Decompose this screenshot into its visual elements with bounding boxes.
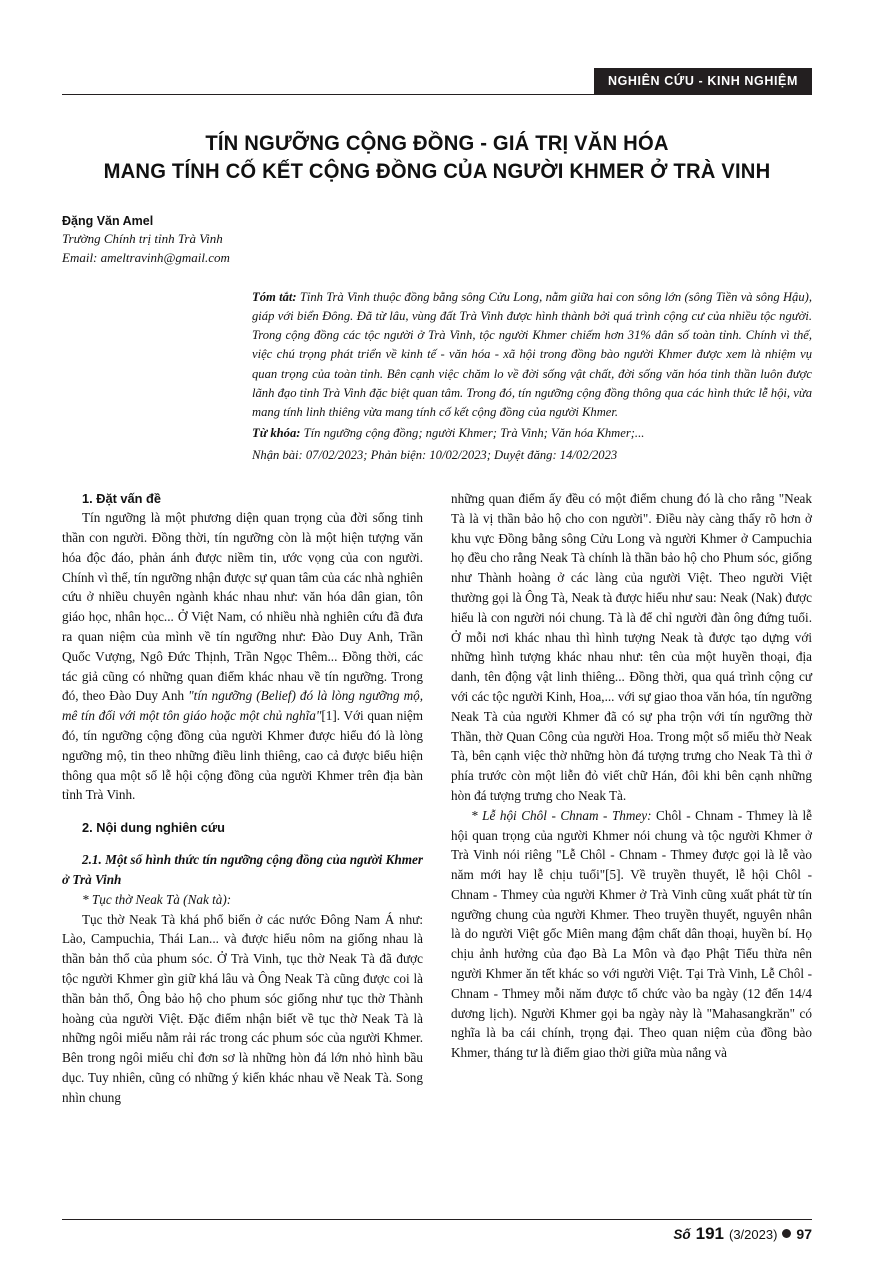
left-p1-part2: [1]. Với quan niệm đó, tín ngưỡng cộng đồng của người Khmer được hiểu đó là lòng ngưỡng mộ, tin theo những điều linh thiêng, cao cả được biểu hiện thông qua một số lễ hội cộng đồng của người Khmer trên địa bàn tỉnh Trà Vinh. [62,708,423,803]
header-divider [62,94,812,95]
section-badge: NGHIÊN CỨU - KINH NGHIỆM [594,68,812,94]
subheading-text: * Tục thờ Neak Tà (Nak tà): [82,891,232,907]
subheading-tuc-tho-neak-ta [62,890,423,910]
page-number: 97 [796,1226,812,1242]
right-paragraph-1: những quan điểm ấy đều có một điểm chung đó là cho rằng "Neak Tà là vị thần bảo hộ cho con người". Điều này càng thấy rõ hơn ở khu vực Đồng bằng sông Cửu Long và người Khmer ở Campuchia họ đều cho rằng Neak Tà chính là thần bảo hộ cho Phum sóc, giống như Thành hoàng ở các làng của người Việt. Theo người Việt thường gọi là Ông Tà, Neak tà được hiểu như sau: Neak (Nak) được hiểu là con người nói chung. Tà là để chỉ người đàn ông đứng tuổi. Ở mỗi nơi khác nhau thì hình tượng Neak tà được tạo dựng với những hình tượng khác nhau như: tên của một huyền thoại, địa danh, tên động vật linh thiêng... Đồng thời, qua quá trình cộng cư với các tộc người Kinh, Hoa,... với sự giao thoa văn hóa, tín ngưỡng Neak Tà của người Khmer đã có sự pha trộn với tín ngưỡng thờ Thần, thờ Quan Công của người Hoa. Trong một số miếu thờ Neak Tà, bên cạnh việc thờ những hòn đá tượng trưng cho Neak Tà thì ở phía trước còn một liễn đỏ viết chữ Hán, đôi khi bên cạnh những hòn đá tượng trưng cho Neak Tà. [451,490,812,803]
issue-number: 191 [695,1224,724,1243]
issue-date: (3/2023) [729,1227,778,1242]
left-paragraph-2: Tục thờ Neak Tà khá phổ biến ở các nước Đông Nam Á như: Lào, Campuchia, Thái Lan... và được hiểu nôm na giống nhau là thần bản thổ của phum sóc. Ở Trà Vinh, tục thờ Neak Tà đã được tộc người Khmer gìn giữ khá lâu và Ông Neak Tà cũng được coi là thần bản thổ, Ông bảo hộ cho phum sóc giống như tục thờ Thành hoàng của người Việt. Đặc điểm nhận biết về tục thờ Neak Tà là những ngôi miếu nằm rải rác trong các phum sóc của người Khmer. Bên trong ngôi miếu chỉ đơn sơ là những hòn đá lớn nhỏ hình bầu dục. Tuy nhiên, cũng có những ý kiến khác nhau về Neak Tà. Song nhìn chung [62,911,423,1105]
issue-label: Số [673,1227,691,1242]
abstract-label: Tóm tắt: [252,289,297,304]
body-columns [62,489,812,1108]
heading-dat-van-de: 1. Đặt vấn đề [82,490,161,506]
author-block [62,212,812,268]
header-row [62,68,812,94]
title-line-1: TÍN NGƯỠNG CỘNG ĐỒNG - GIÁ TRỊ VĂN HÓA [205,131,669,155]
author-email: Email: ameltravinh@gmail.com [62,249,230,265]
left-p1-part1: Tín ngưỡng là một phương diện quan trọng của đời sống tinh thần con người. Đồng thời, tín ngưỡng còn là một hiện tượng văn hóa độc đáo, phản ánh được niềm tin, ước vọng của con người. Chính vì thế, tín ngưỡng nhận được sự quan tâm của các nhà nghiên cứu ở nhiều chuyên ngành khác nhau như: văn hóa dân gian, tôn giáo học, nhân học... Ở Việt Nam, có nhiều nhà nghiên cứu đã đưa ra quan niệm của mình về tín ngưỡng như: Đào Duy Anh, Trần Quốc Vượng, Ngô Đức Thịnh, Trần Ngọc Thêm... Đồng thời, các tác giả cũng có những quan điểm khác nhau về tín ngưỡng. Trong đó, theo Đào Duy Anh [62,510,423,704]
keywords-label: Từ khóa: [252,426,301,441]
heading-noi-dung: 2. Nội dung nghiên cứu [82,820,225,836]
abstract-text [252,288,812,423]
left-paragraph-1 [62,508,423,805]
left-p1-quote: "tín ngưỡng (Belief) đó là lòng ngưỡng mộ, mê tín đối với một tôn giáo hoặc một chủ nghĩa" [62,688,424,724]
abstract-body: Tỉnh Trà Vinh thuộc đồng bằng sông Cửu Long, nằm giữa hai con sông lớn (sông Tiền và sông Hậu), giáp với biển Đông. Đã từ lâu, vùng đất Trà Vinh được hình thành bởi quá trình cộng cư của nhiều tộc người. Trong cộng đồng các tộc người ở Trà Vinh, tộc người Khmer chiếm hơn 31% dân số toàn tỉnh. Chính vì thế, việc chú trọng phát triển về kinh tế - văn hóa - xã hội trong đồng bào người Khmer được xem là nhiệm vụ quan trọng của toàn tỉnh. Bên cạnh việc chăm lo về đời sống vật chất, đời sống văn hóa tinh thần luôn được lãnh đạo tỉnh Trà Vinh đặc biệt quan tâm. Trong đó, tín ngưỡng cộng đồng thông qua các hình thức lễ hội, vừa mang tính linh thiêng vừa mang tính cố kết cộng đồng của người Khmer. [252,289,812,420]
right-p2-body: Chôl - Chnam - Thmey là lễ hội quan trọng của người Khmer nói chung và tộc người Khmer ở Trà Vinh nói riêng "Lễ Chôl - Chnam - Thmey được gọi là lễ vào năm mới hay lễ chịu tuổi"[5]. Về truyền thuyết, lễ hội Chôl - Chnam - Thmey của người Khmer ở Trà Vinh cũng xuất phát từ tín ngưỡng chung của người Khmer. Theo truyền thuyết, nguyên nhân là do người Việt gốc Miên mang đậm chất dân thoại, huyền bí. Họ chịu ảnh hưởng của đạo Bà La Môn và đạo Phật Tiểu thừa nên người Khmer ăn tết khác so với người Việt. Tại Trà Vinh, Lễ Chôl - Chnam - Thmey mỗi năm được tổ chức vào ba ngày (12 đến 14/4 dương lịch). Người Khmer gọi ba ngày này là "Mahasangkrăn" có nghĩa là ba cái chính, trọng đại. Theo quan niệm của đồng bào Khmer, tháng tư là điểm giao thời giữa mùa nắng và [451,807,812,1061]
spacer-2 [62,837,423,850]
bullet-icon [782,1229,791,1238]
spacer-1 [62,805,423,818]
author-affiliation: Trường Chính trị tỉnh Trà Vinh [62,230,223,246]
footer-divider [62,1219,812,1220]
page-title [62,129,812,186]
right-paragraph-2 [451,806,812,1063]
heading-2-1: 2.1. Một số hình thức tín ngưỡng cộng đồng của người Khmer ở Trà Vinh [62,852,423,888]
keywords-value: Tín ngưỡng cộng đồng; người Khmer; Trà Vinh; Văn hóa Khmer;... [300,426,645,441]
submission-dates: Nhận bài: 07/02/2023; Phản biện: 10/02/2023; Duyệt đăng: 14/02/2023 [252,447,618,462]
subheading-le-hoi-chol: * Lễ hội Chôl - Chnam - Thmey: [471,807,652,823]
title-line-2: MANG TÍNH CỐ KẾT CỘNG ĐỒNG CỦA NGƯỜI KHMER Ở TRÀ VINH [103,159,771,184]
page-footer [673,1224,812,1244]
left-column [62,489,423,1108]
right-column [451,489,812,1108]
author-name: Đặng Văn Amel [62,213,154,228]
keywords-line [252,424,812,443]
abstract-block [252,288,812,465]
